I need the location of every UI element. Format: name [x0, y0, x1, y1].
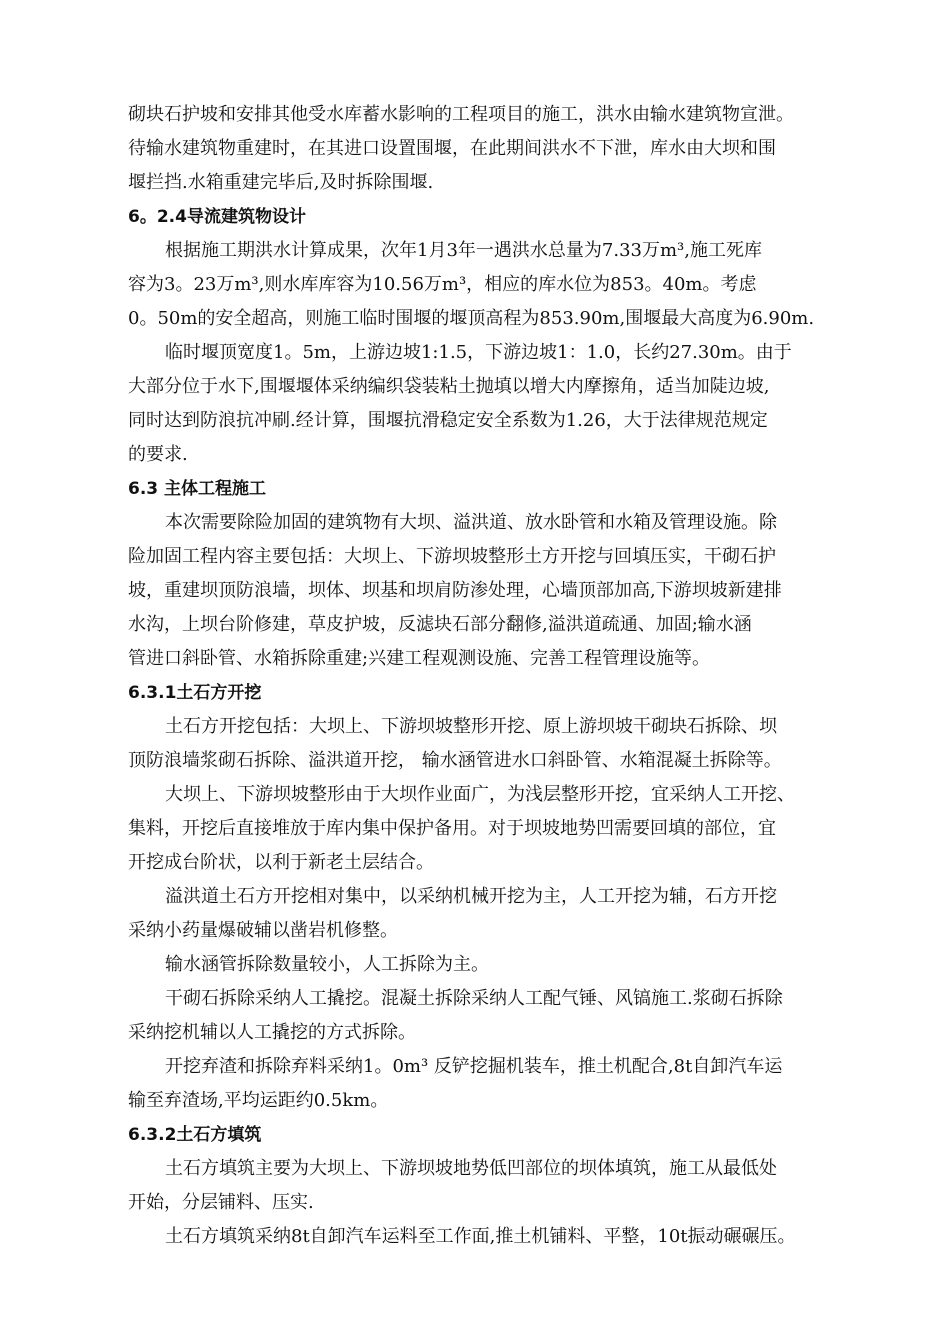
paragraph [128, 1050, 848, 1118]
text-line: 输至弃渣场,平均运距约0.5km。 [128, 1090, 389, 1111]
text-line: 土石方开挖包括：大坝上、下游坝坡整形开挖、原上游坝坡干砌块石拆除、坝 [165, 716, 777, 737]
text-line: 土石方填筑采纳8t自卸汽车运料至工作面,推土机铺料、平整，10t振动碾碾压。 [165, 1226, 796, 1247]
text-line: 险加固工程内容主要包括：大坝上、下游坝坡整形土方开挖与回填压实，干砌石护 [128, 546, 776, 567]
text-line: 集料，开挖后直接堆放于库内集中保护备用。对于坝坡地势凹需要回填的部位，宜 [128, 818, 776, 839]
text-line: 采纳小药量爆破辅以凿岩机修整。 [128, 920, 398, 941]
document-body [128, 98, 848, 1254]
paragraph [128, 336, 848, 472]
text-line: 溢洪道土石方开挖相对集中，以采纳机械开挖为主，人工开挖为辅，石方开挖 [165, 886, 777, 907]
text-line: 同时达到防浪抗冲刷.经计算，围堰抗滑稳定安全系数为1.26，大于法律规范规定 [128, 410, 768, 431]
paragraph [128, 880, 848, 948]
section-heading: 6.3 主体工程施工 [128, 479, 267, 499]
text-line: 容为3。23万m³,则水库库容为10.56万m³，相应的库水位为853。40m。考虑 [128, 274, 757, 295]
text-line: 管进口斜卧管、水箱拆除重建;兴建工程观测设施、完善工程管理设施等。 [128, 648, 711, 669]
text-line: 开挖弃渣和拆除弃料采纳1。0m³ 反铲挖掘机装车，推土机配合,8t自卸汽车运 [165, 1056, 783, 1077]
text-line: 开始，分层铺料、压实. [128, 1192, 314, 1213]
text-line: 干砌石拆除采纳人工撬挖。混凝土拆除采纳人工配气锤、风镐施工.浆砌石拆除 [165, 988, 783, 1009]
paragraph [128, 1220, 848, 1254]
text-line: 开挖成台阶状，以利于新老土层结合。 [128, 852, 434, 873]
text-line: 0。50m的安全超高，则施工临时围堰的堰顶高程为853.90m,围堰最大高度为6.90m. [128, 308, 815, 329]
text-line: 待输水建筑物重建时，在其进口设置围堰，在此期间洪水不下泄，库水由大坝和围 [128, 138, 776, 159]
section-heading: 6。2.4导流建筑物设计 [128, 207, 306, 227]
text-line: 大部分位于水下,围堰堰体采纳编织袋装粘土抛填以增大内摩擦角，适当加陡边坡, [128, 376, 770, 397]
text-line: 本次需要除险加固的建筑物有大坝、溢洪道、放水卧管和水箱及管理设施。除 [165, 512, 777, 533]
text-line: 采纳挖机辅以人工撬挖的方式拆除。 [128, 1022, 416, 1043]
text-line: 根据施工期洪水计算成果，次年1月3年一遇洪水总量为7.33万m³,施工死库 [165, 240, 762, 261]
text-line: 砌块石护坡和安排其他受水库蓄水影响的工程项目的施工，洪水由输水建筑物宣泄。 [128, 104, 794, 125]
paragraph [128, 506, 848, 676]
paragraph [128, 234, 848, 336]
text-line: 的要求. [128, 444, 188, 465]
text-line: 临时堰顶宽度1。5m，上游边坡1:1.5，下游边坡1：1.0，长约27.30m。由于 [165, 342, 792, 363]
section-heading: 6.3.1土石方开挖 [128, 683, 262, 703]
text-line: 坡，重建坝顶防浪墙，坝体、坝基和坝肩防渗处理，心墙顶部加高,下游坝坡新建排 [128, 580, 782, 601]
paragraph [128, 710, 848, 778]
text-line: 大坝上、下游坝坡整形由于大坝作业面广，为浅层整形开挖，宜采纳人工开挖、 [165, 784, 795, 805]
text-line: 堰拦挡.水箱重建完毕后,及时拆除围堰. [128, 172, 434, 193]
paragraph [128, 1152, 848, 1220]
section-heading: 6.3.2土石方填筑 [128, 1125, 262, 1145]
text-line: 顶防浪墙浆砌石拆除、溢洪道开挖， 输水涵管进水口斜卧管、水箱混凝土拆除等。 [128, 750, 782, 771]
paragraph [128, 778, 848, 880]
text-line: 水沟，上坝台阶修建，草皮护坡，反滤块石部分翻修,溢洪道疏通、加固;输水涵 [128, 614, 752, 635]
paragraph [128, 982, 848, 1050]
text-line: 输水涵管拆除数量较小，人工拆除为主。 [165, 954, 489, 975]
paragraph [128, 98, 848, 200]
paragraph [128, 948, 848, 982]
text-line: 土石方填筑主要为大坝上、下游坝坡地势低凹部位的坝体填筑，施工从最低处 [165, 1158, 777, 1179]
